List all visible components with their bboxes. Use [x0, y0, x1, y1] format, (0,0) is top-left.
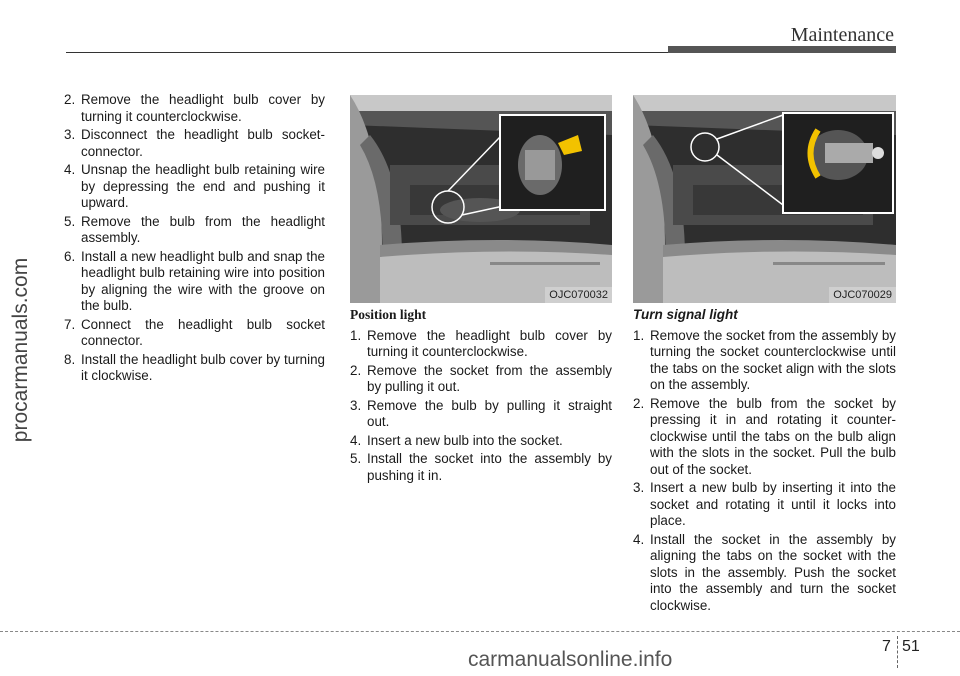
- list-item: 4. Install the socket in the assembly by aligning the tabs on the socket with the slots in the assembly. Push the socket into the assembly and turn the socket clockwise.: [633, 531, 896, 613]
- list-item: 3. Remove the bulb by pulling it straight out.: [350, 397, 612, 429]
- side-watermark-text: procarmanuals.com: [9, 257, 32, 443]
- headlight-steps-list: [64, 92, 325, 385]
- list-item: 8. Install the headlight bulb cover by turning it clockwise.: [64, 351, 325, 383]
- turn-signal-steps-list: [633, 328, 896, 615]
- position-light-photo: [350, 95, 612, 303]
- list-item: 5. Remove the bulb from the headlight assembly.: [64, 213, 325, 245]
- list-item: 3. Insert a new bulb by inserting it into the socket and rotating it until it locks into place.: [633, 480, 896, 528]
- footer-watermark: carmanualsonline.info: [468, 648, 673, 671]
- image-code: OJC070029: [829, 287, 896, 303]
- footer-rule: [0, 631, 960, 632]
- side-watermark: [6, 225, 36, 475]
- list-item: 4. Insert a new bulb into the socket.: [350, 432, 563, 448]
- list-item: 1. Remove the headlight bulb cover by turning it counterclockwise.: [350, 327, 612, 359]
- page-header-title: Maintenance: [790, 24, 894, 46]
- chapter-number: 7: [882, 638, 891, 655]
- header-accent-bar: [668, 46, 896, 53]
- list-item: 7. Connect the headlight bulb socket connector.: [64, 316, 325, 348]
- image-code: OJC070032: [545, 287, 612, 303]
- header-rule: [66, 52, 668, 53]
- position-light-section: [350, 307, 612, 486]
- section-title: Position light: [350, 307, 427, 322]
- list-item: 2. Remove the bulb from the socket by pressing it in and rotating it counter-clockwise until the tabs on the bulb align with the slots in the socket. Pull the bulb out of the socket.: [633, 395, 896, 477]
- list-item: 3. Disconnect the headlight bulb socket-connector.: [64, 127, 325, 159]
- list-item: 2. Remove the headlight bulb cover by turning it counterclockwise.: [64, 92, 325, 124]
- list-item: 6. Install a new headlight bulb and snap the headlight bulb retaining wire into position by aligning the wire with the groove on the bulb.: [64, 248, 325, 313]
- turn-signal-photo: [633, 95, 896, 303]
- list-item: 2. Remove the socket from the assembly by pulling it out.: [350, 362, 612, 394]
- position-light-steps-list: [350, 328, 612, 485]
- left-column: [64, 92, 325, 387]
- turn-signal-section: [633, 307, 896, 616]
- list-item: 1. Remove the socket from the assembly by turning the socket counterclockwise until the tabs on the socket align with the slots on the assembly.: [633, 327, 896, 392]
- page-divider: [897, 636, 898, 668]
- list-item: 5. Install the socket into the assembly by pushing it in.: [350, 451, 612, 483]
- list-item: 4. Unsnap the headlight bulb retaining wire by depressing the end and pushing it upward.: [64, 162, 325, 210]
- section-title: Turn signal light: [633, 307, 738, 322]
- engine-bay-illustration: [350, 95, 612, 303]
- page-number: 51: [902, 638, 920, 655]
- engine-bay-illustration: [633, 95, 896, 303]
